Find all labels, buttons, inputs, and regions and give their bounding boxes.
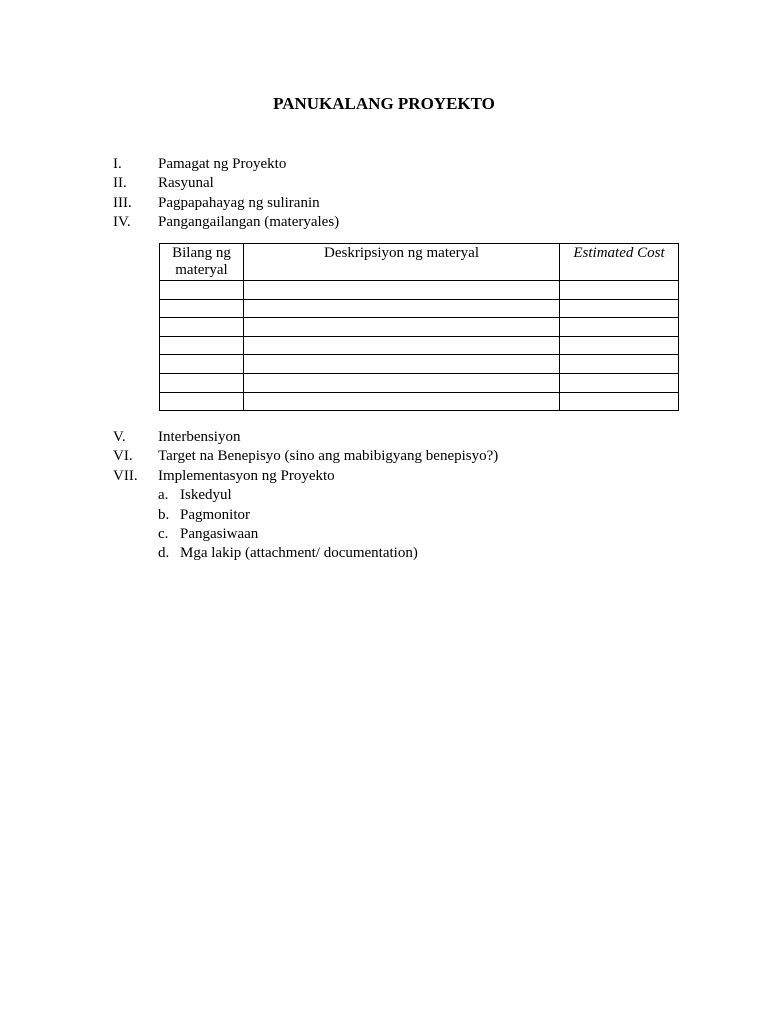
cell-quantity [160, 355, 244, 374]
sublist-label: Pangasiwaan [180, 525, 259, 542]
cell-description [244, 355, 560, 374]
page-title: PANUKALANG PROYEKTO [273, 94, 495, 113]
cell-quantity [160, 299, 244, 318]
outline-label: Interbensiyon [158, 429, 241, 445]
implementation-sublist [158, 486, 713, 564]
table-row [160, 318, 679, 337]
table-row [160, 355, 679, 374]
cell-description [244, 318, 560, 337]
sublist-item-pagmonitor [158, 506, 713, 525]
sublist-label: Pagmonitor [180, 506, 250, 523]
outline-numeral: I. [113, 156, 122, 172]
cell-description [244, 336, 560, 355]
cell-quantity [160, 318, 244, 337]
sublist-item-lakip [158, 544, 713, 563]
cell-cost [560, 281, 679, 300]
cell-cost [560, 336, 679, 355]
outline-item-rasyunal [113, 174, 713, 193]
table-header-row [160, 244, 679, 281]
cell-cost [560, 355, 679, 374]
outline-item-pamagat [113, 155, 713, 174]
cell-quantity [160, 392, 244, 411]
cell-quantity [160, 373, 244, 392]
table-body [160, 281, 679, 411]
outline-item-pangangailangan [113, 213, 713, 232]
table-row [160, 373, 679, 392]
outline-numeral: VII. [113, 467, 138, 484]
outline-numeral: II. [113, 175, 127, 192]
cell-cost [560, 392, 679, 411]
outline-item-target [113, 447, 713, 466]
outline-numeral: III. [113, 194, 132, 211]
outline-bottom [113, 428, 713, 564]
outline-item-implementasyon [113, 467, 713, 486]
outline-numeral: V. [113, 429, 126, 445]
outline-label: Pamagat ng Proyekto [158, 156, 287, 172]
outline-label: Target na Benepisyo (sino ang mabibigyang benepisyo?) [158, 448, 499, 465]
outline-label: Pagpapahayag ng suliranin [158, 194, 320, 211]
header-description: Deskripsiyon ng materyal [244, 244, 560, 281]
materials-table [159, 243, 679, 411]
outline-label: Pangangailangan (materyales) [158, 214, 340, 231]
cell-cost [560, 299, 679, 318]
outline-top [113, 155, 713, 233]
cell-cost [560, 373, 679, 392]
outline-label: Implementasyon ng Proyekto [158, 467, 335, 484]
sublist-marker: a. [158, 487, 169, 504]
header-quantity: Bilang ng materyal [160, 244, 244, 281]
outline-numeral: IV. [113, 214, 131, 231]
sublist-label: Mga lakip (attachment/ documentation) [180, 545, 418, 562]
outline-item-suliranin [113, 194, 713, 213]
cell-quantity [160, 281, 244, 300]
cell-quantity [160, 336, 244, 355]
sublist-marker: b. [158, 506, 170, 523]
cell-description [244, 281, 560, 300]
cell-description [244, 299, 560, 318]
cell-description [244, 392, 560, 411]
cell-description [244, 373, 560, 392]
sublist-item-iskedyul [158, 486, 713, 505]
sublist-label: Iskedyul [180, 487, 232, 504]
table-row [160, 336, 679, 355]
outline-item-interbensiyon [113, 428, 713, 447]
cell-cost [560, 318, 679, 337]
outline-label: Rasyunal [158, 175, 214, 192]
header-estimated-cost: Estimated Cost [560, 244, 679, 281]
table-row [160, 299, 679, 318]
sublist-marker: d. [158, 545, 170, 562]
sublist-item-pangasiwaan [158, 525, 713, 544]
table-row [160, 281, 679, 300]
table-row [160, 392, 679, 411]
sublist-marker: c. [158, 525, 169, 542]
outline-numeral: VI. [113, 448, 133, 465]
